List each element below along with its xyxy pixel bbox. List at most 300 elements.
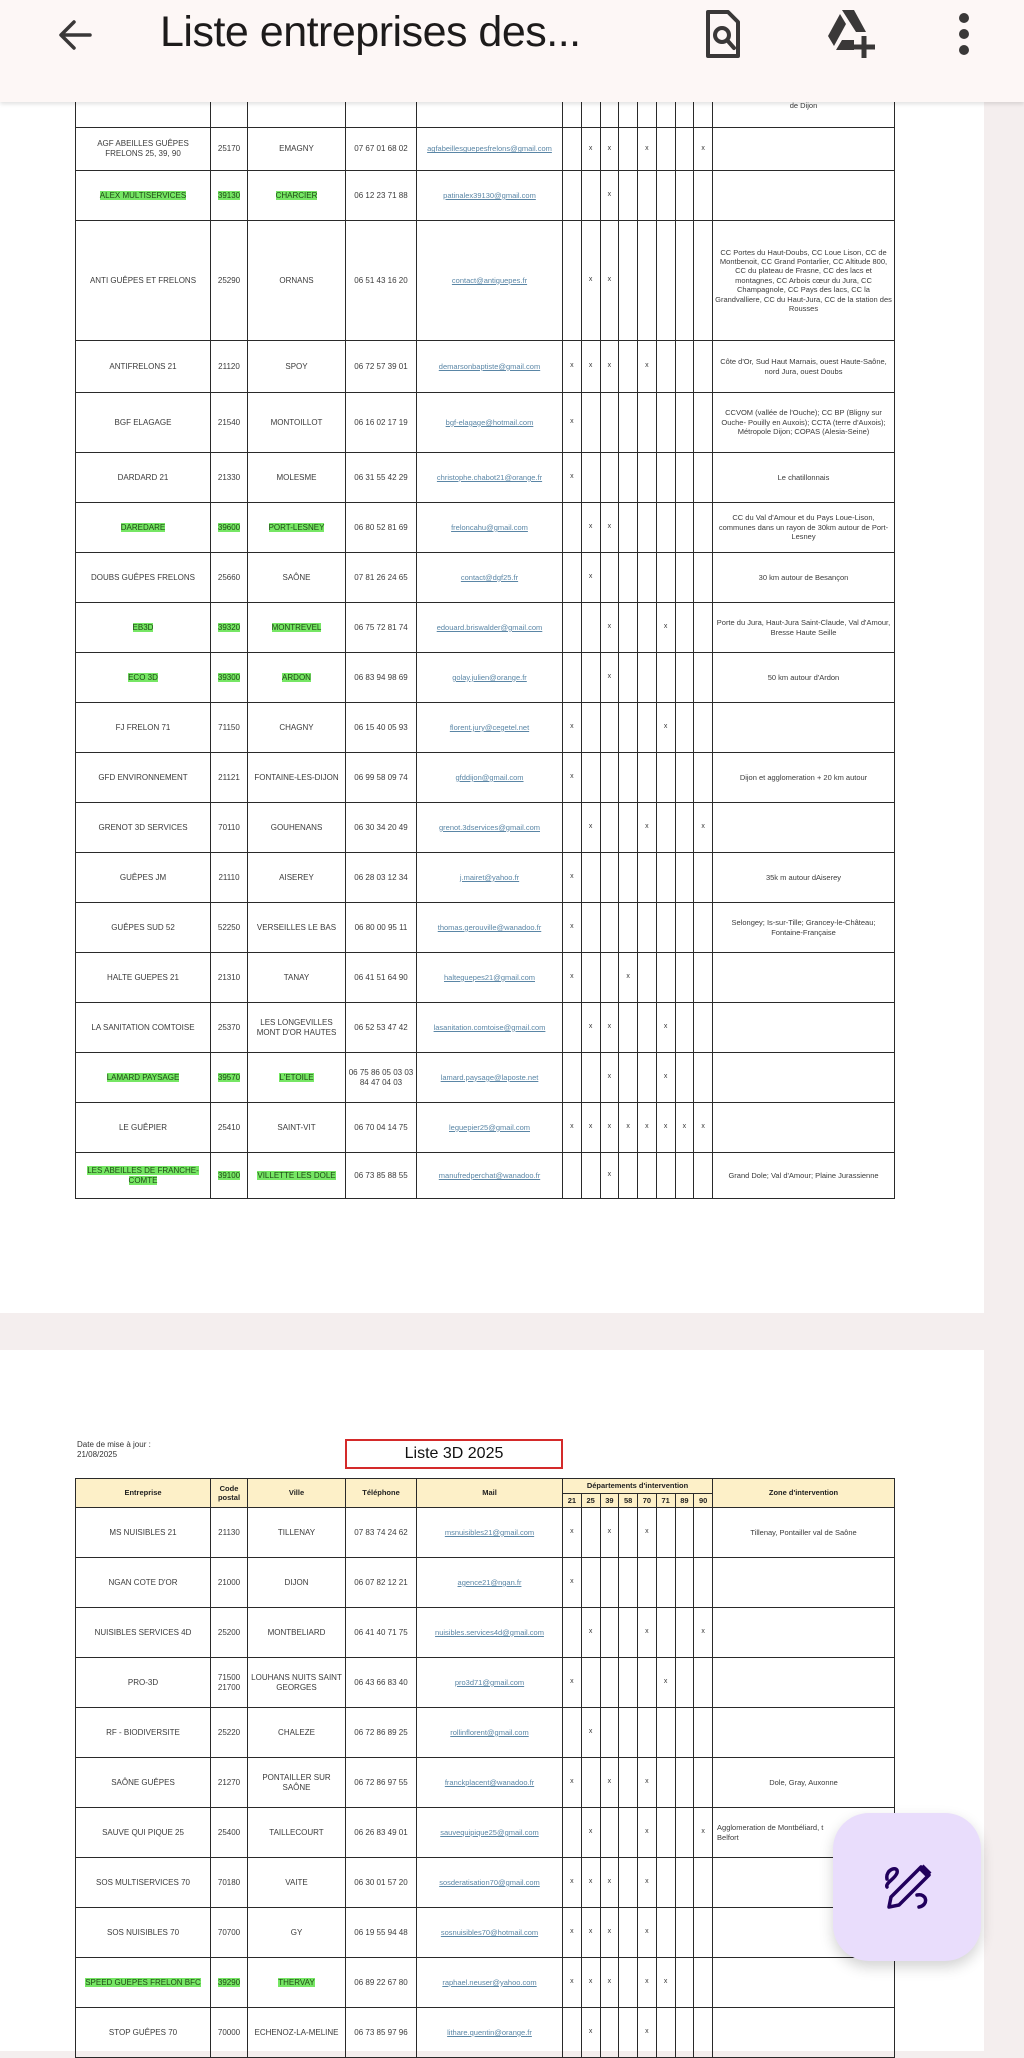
department-mark [656, 393, 675, 453]
table-row [76, 1103, 895, 1153]
table-row [76, 1053, 895, 1103]
department-mark [619, 903, 638, 953]
document-search-icon[interactable] [694, 6, 750, 62]
highlighted-text: 39100 [217, 1170, 241, 1180]
department-mark [600, 1608, 619, 1658]
company-name: GFD ENVIRONNEMENT [76, 753, 211, 803]
header-dept: 70 [638, 1494, 657, 1508]
city [248, 503, 346, 553]
department-mark [675, 1808, 694, 1858]
department-mark [694, 703, 713, 753]
postal-code: 21130 [211, 1508, 248, 1558]
phone: 06 26 83 49 01 [346, 1808, 417, 1858]
empty-cell [694, 101, 713, 128]
department-mark [675, 171, 694, 221]
table-row [76, 1558, 895, 1608]
department-mark [619, 393, 638, 453]
intervention-zone [713, 703, 895, 753]
city: CHAGNY [248, 703, 346, 753]
document-title: Liste entreprises des... [160, 8, 581, 56]
department-mark [638, 653, 657, 703]
department-mark [581, 1558, 600, 1608]
email-link[interactable]: manufredperchat@wanadoo.fr [417, 1153, 563, 1199]
department-mark [656, 453, 675, 503]
highlighted-text: 39320 [217, 622, 241, 632]
city: SAÔNE [248, 553, 346, 603]
phone: 07 81 26 24 65 [346, 553, 417, 603]
phone: 06 99 58 09 74 [346, 753, 417, 803]
email-link[interactable]: pro3d71@gmail.com [417, 1658, 563, 1708]
department-mark [675, 503, 694, 553]
department-mark [694, 503, 713, 553]
department-mark: x [600, 653, 619, 703]
intervention-zone [713, 1658, 895, 1708]
department-mark [619, 171, 638, 221]
department-mark [656, 128, 675, 171]
department-mark [600, 1558, 619, 1608]
phone: 06 41 40 71 75 [346, 1608, 417, 1658]
intervention-zone: Grand Dole; Val d'Amour; Plaine Jurassienne [713, 1153, 895, 1199]
department-mark [694, 603, 713, 653]
department-mark [656, 553, 675, 603]
department-mark [600, 703, 619, 753]
department-mark: x [675, 1103, 694, 1153]
highlighted-text: LES ABEILLES DE FRANCHE-COMTE [87, 1165, 199, 1185]
department-mark [694, 1858, 713, 1908]
city: SPOY [248, 341, 346, 393]
email-link[interactable]: rollinflorent@gmail.com [417, 1708, 563, 1758]
department-mark: x [581, 1808, 600, 1858]
department-mark: x [563, 1558, 582, 1608]
department-mark [563, 653, 582, 703]
phone: 06 19 55 94 48 [346, 1908, 417, 1958]
postal-code [211, 1053, 248, 1103]
department-mark [619, 1558, 638, 1608]
arrow-left-icon[interactable] [50, 10, 100, 60]
table-row [76, 603, 895, 653]
table-row [76, 171, 895, 221]
department-mark [563, 603, 582, 653]
intervention-zone: de Dijon [713, 101, 895, 128]
phone: 06 12 23 71 88 [346, 171, 417, 221]
email-link[interactable]: franckplacent@wanadoo.fr [417, 1758, 563, 1808]
email-link[interactable]: raphael.neuser@yahoo.com [417, 1958, 563, 2008]
department-mark: x [656, 1103, 675, 1153]
city [248, 1958, 346, 2008]
department-mark [638, 1708, 657, 1758]
phone: 06 70 04 14 75 [346, 1103, 417, 1153]
department-mark [563, 171, 582, 221]
empty-cell [417, 101, 563, 128]
department-mark [563, 503, 582, 553]
department-mark [600, 1708, 619, 1758]
department-mark: x [581, 341, 600, 393]
department-mark: x [656, 1053, 675, 1103]
email-link[interactable]: contact@dgf25.fr [417, 553, 563, 603]
department-mark [619, 653, 638, 703]
department-mark [656, 221, 675, 341]
company-name: MS NUISIBLES 21 [76, 1508, 211, 1558]
department-mark [675, 853, 694, 903]
postal-code [211, 503, 248, 553]
department-mark [581, 903, 600, 953]
department-mark: x [581, 221, 600, 341]
department-mark [675, 653, 694, 703]
add-to-drive-icon[interactable] [822, 6, 878, 62]
phone: 06 73 85 97 96 [346, 2008, 417, 2058]
department-mark [656, 903, 675, 953]
annotate-fab-button[interactable] [833, 1813, 981, 1961]
phone: 06 52 53 47 42 [346, 1003, 417, 1053]
phone: 06 80 00 95 11 [346, 903, 417, 953]
department-mark [656, 1153, 675, 1199]
header-dept: 58 [619, 1494, 638, 1508]
empty-cell [248, 101, 346, 128]
department-mark [675, 1758, 694, 1808]
department-mark: x [600, 1908, 619, 1958]
intervention-zone [713, 171, 895, 221]
email-link[interactable]: agfabeillesguepesfrelons@gmail.com [417, 128, 563, 171]
department-mark [694, 453, 713, 503]
email-link[interactable]: grenot.3dservices@gmail.com [417, 803, 563, 853]
highlighted-text: L'ETOILE [279, 1072, 314, 1082]
phone: 06 72 86 89 25 [346, 1708, 417, 1758]
phone: 06 51 43 16 20 [346, 221, 417, 341]
department-mark [656, 503, 675, 553]
phone: 06 75 72 81 74 [346, 603, 417, 653]
intervention-zone [713, 1708, 895, 1758]
department-mark [656, 1508, 675, 1558]
department-mark [619, 1958, 638, 2008]
department-mark [619, 553, 638, 603]
email-link[interactable]: lamard.paysage@laposte.net [417, 1053, 563, 1103]
table-row [76, 1003, 895, 1053]
department-mark: x [619, 1103, 638, 1153]
department-mark: x [600, 341, 619, 393]
city [248, 653, 346, 703]
department-mark [581, 753, 600, 803]
list-title: Liste 3D 2025 [345, 1439, 563, 1469]
department-mark: x [600, 1508, 619, 1558]
intervention-zone: 50 km autour d'Ardon [713, 653, 895, 703]
phone: 06 89 22 67 80 [346, 1958, 417, 2008]
highlighted-text: 39290 [217, 1977, 241, 1987]
department-mark [675, 1658, 694, 1708]
department-mark [638, 171, 657, 221]
department-mark: x [638, 1908, 657, 1958]
department-mark: x [563, 1103, 582, 1153]
update-date-value: 21/08/2025 [77, 1450, 118, 1460]
department-mark [581, 953, 600, 1003]
department-mark [656, 1708, 675, 1758]
postal-code: 21121 [211, 753, 248, 803]
department-mark: x [563, 1658, 582, 1708]
email-link[interactable]: agence21@ngan.fr [417, 1558, 563, 1608]
intervention-zone: Agglomeration de Montbéliard, t Belfort [713, 1808, 895, 1858]
department-mark [563, 2008, 582, 2058]
empty-cell [619, 101, 638, 128]
department-mark [619, 1153, 638, 1199]
department-mark [638, 903, 657, 953]
highlighted-text: ALEX MULTISERVICES [99, 190, 187, 200]
department-mark [619, 453, 638, 503]
postal-code: 21110 [211, 853, 248, 903]
table-row [76, 1858, 895, 1908]
department-mark [694, 171, 713, 221]
department-mark: x [581, 1708, 600, 1758]
postal-code [211, 1153, 248, 1199]
department-mark [694, 2008, 713, 2058]
department-mark: x [563, 341, 582, 393]
department-mark [600, 393, 619, 453]
email-link[interactable]: demarsonbaptiste@gmail.com [417, 341, 563, 393]
department-mark [694, 1153, 713, 1199]
department-mark: x [600, 128, 619, 171]
companies-table-page-2 [75, 1478, 895, 2058]
company-name: GUÊPES SUD 52 [76, 903, 211, 953]
email-link[interactable]: edouard.briswalder@gmail.com [417, 603, 563, 653]
email-link[interactable]: contact@antiguepes.fr [417, 221, 563, 341]
header-departements: Départements d'intervention [563, 1479, 713, 1494]
company-name: LA SANITATION COMTOISE [76, 1003, 211, 1053]
department-mark: x [581, 128, 600, 171]
department-mark: x [581, 1003, 600, 1053]
department-mark [619, 128, 638, 171]
intervention-zone [713, 1608, 895, 1658]
email-link[interactable]: lasanitation.comtoise@gmail.com [417, 1003, 563, 1053]
department-mark [581, 1758, 600, 1808]
department-mark [619, 1908, 638, 1958]
header-telephone: Téléphone [346, 1479, 417, 1508]
department-mark [619, 1808, 638, 1858]
table-row [76, 503, 895, 553]
department-mark [600, 1658, 619, 1708]
department-mark [581, 703, 600, 753]
header-dept: 25 [581, 1494, 600, 1508]
intervention-zone: Le chatillonnais [713, 453, 895, 503]
company-name: DOUBS GUÊPES FRELONS [76, 553, 211, 603]
department-mark [675, 2008, 694, 2058]
company-name: NGAN COTE D'OR [76, 1558, 211, 1608]
postal-code: 21000 [211, 1558, 248, 1608]
department-mark [581, 393, 600, 453]
email-link[interactable]: bgf-elagage@hotmail.com [417, 393, 563, 453]
department-mark: x [600, 1958, 619, 2008]
table-row [76, 393, 895, 453]
email-link[interactable]: freloncahu@gmail.com [417, 503, 563, 553]
postal-code: 21120 [211, 341, 248, 393]
phone: 06 30 01 57 20 [346, 1858, 417, 1908]
table-row [76, 2008, 895, 2058]
table-row [76, 753, 895, 803]
table-row [76, 1508, 895, 1558]
email-link[interactable]: christophe.chabot21@orange.fr [417, 453, 563, 503]
department-mark [675, 453, 694, 503]
company-name [76, 171, 211, 221]
department-mark: x [563, 953, 582, 1003]
department-mark: x [563, 1858, 582, 1908]
department-mark [563, 803, 582, 853]
department-mark [656, 753, 675, 803]
table-row-partial [76, 101, 895, 128]
email-link[interactable]: lithare.quentin@orange.fr [417, 2008, 563, 2058]
city: TANAY [248, 953, 346, 1003]
department-mark [675, 221, 694, 341]
department-mark: x [694, 128, 713, 171]
department-mark: x [600, 503, 619, 553]
more-vert-icon[interactable] [936, 6, 992, 62]
department-mark [656, 171, 675, 221]
department-mark [675, 753, 694, 803]
intervention-zone [713, 953, 895, 1003]
phone: 06 07 82 12 21 [346, 1558, 417, 1608]
department-mark [619, 1658, 638, 1708]
department-mark [619, 703, 638, 753]
highlighted-text: SPEED GUEPES FRELON BFC [85, 1977, 201, 1987]
department-mark [694, 1053, 713, 1103]
table-row [76, 903, 895, 953]
header-dept: 89 [675, 1494, 694, 1508]
department-mark [675, 1958, 694, 2008]
intervention-zone: CC du Val d'Amour et du Pays Loue-Lison, communes dans un rayon de 30km autour de Port-Lesney [713, 503, 895, 553]
highlighted-text: 39570 [217, 1072, 241, 1082]
postal-code: 70110 [211, 803, 248, 853]
department-mark [656, 341, 675, 393]
department-mark [619, 2008, 638, 2058]
intervention-zone [713, 128, 895, 171]
department-mark [619, 1508, 638, 1558]
department-mark [638, 953, 657, 1003]
phone: 06 72 57 39 01 [346, 341, 417, 393]
empty-cell [656, 101, 675, 128]
department-mark [656, 1608, 675, 1658]
city: CHALEZE [248, 1708, 346, 1758]
email-link[interactable]: msnuisibles21@gmail.com [417, 1508, 563, 1558]
intervention-zone [713, 1053, 895, 1103]
department-mark: x [600, 171, 619, 221]
phone: 06 41 51 64 90 [346, 953, 417, 1003]
postal-code: 21310 [211, 953, 248, 1003]
intervention-zone: 30 km autour de Besançon [713, 553, 895, 603]
intervention-zone: Dijon et agglomeration + 20 km autour [713, 753, 895, 803]
email-link[interactable]: j.mairet@yahoo.fr [417, 853, 563, 903]
department-mark: x [638, 1508, 657, 1558]
department-mark: x [600, 1153, 619, 1199]
company-name [76, 653, 211, 703]
intervention-zone [713, 2008, 895, 2058]
department-mark [694, 1908, 713, 1958]
postal-code: 25660 [211, 553, 248, 603]
department-mark [675, 903, 694, 953]
city [248, 1153, 346, 1199]
department-mark: x [638, 1608, 657, 1658]
table-row [76, 128, 895, 171]
city: FONTAINE-LES-DIJON [248, 753, 346, 803]
email-link[interactable]: florent.jury@cegetel.net [417, 703, 563, 753]
department-mark: x [581, 1608, 600, 1658]
city: VERSEILLES LE BAS [248, 903, 346, 953]
department-mark: x [581, 803, 600, 853]
department-mark [694, 653, 713, 703]
department-mark [675, 1053, 694, 1103]
city: MOLESME [248, 453, 346, 503]
email-link[interactable]: golay.julien@orange.fr [417, 653, 563, 703]
department-mark [563, 128, 582, 171]
email-link[interactable]: gfddijon@gmail.com [417, 753, 563, 803]
department-mark [563, 1708, 582, 1758]
department-mark [600, 1808, 619, 1858]
city: ECHENOZ-LA-MELINE [248, 2008, 346, 2058]
header-dept: 39 [600, 1494, 619, 1508]
company-name: GRENOT 3D SERVICES [76, 803, 211, 853]
department-mark: x [563, 393, 582, 453]
header-dept: 90 [694, 1494, 713, 1508]
highlighted-text: 39600 [217, 522, 241, 532]
highlighted-text: ECO 3D [128, 672, 158, 682]
department-mark [600, 753, 619, 803]
intervention-zone [713, 1958, 895, 2008]
table-row [76, 1608, 895, 1658]
department-mark [656, 1558, 675, 1608]
department-mark [638, 221, 657, 341]
postal-code: 25400 [211, 1808, 248, 1858]
postal-code: 70700 [211, 1908, 248, 1958]
company-name [76, 503, 211, 553]
city: PONTAILLER SUR SAÔNE [248, 1758, 346, 1808]
company-name: GUÊPES JM [76, 853, 211, 903]
email-link[interactable]: sosderatisation70@gmail.com [417, 1858, 563, 1908]
department-mark: x [638, 1103, 657, 1153]
company-name: RF - BIODIVERSITE [76, 1708, 211, 1758]
department-mark [563, 1608, 582, 1658]
email-link[interactable]: sosnuisibles70@hotmail.com [417, 1908, 563, 1958]
phone: 06 30 34 20 49 [346, 803, 417, 853]
department-mark: x [638, 1758, 657, 1808]
department-mark: x [638, 341, 657, 393]
email-link[interactable]: patinalex39130@gmail.com [417, 171, 563, 221]
postal-code: 70000 [211, 2008, 248, 2058]
postal-code [211, 171, 248, 221]
department-mark [675, 393, 694, 453]
company-name [76, 1958, 211, 2008]
postal-code: 21540 [211, 393, 248, 453]
intervention-zone: Porte du Jura, Haut-Jura Saint-Claude, Val d'Amour, Bresse Haute Seille [713, 603, 895, 653]
postal-code: 25200 [211, 1608, 248, 1658]
department-mark: x [563, 753, 582, 803]
email-link[interactable]: nuisibles.services4d@gmail.com [417, 1608, 563, 1658]
email-link[interactable]: halteguepes21@gmail.com [417, 953, 563, 1003]
highlighted-text: EB3D [132, 622, 154, 632]
email-link[interactable]: sauvequipique25@gmail.com [417, 1808, 563, 1858]
department-mark [694, 753, 713, 803]
department-mark [619, 221, 638, 341]
department-mark: x [600, 1758, 619, 1808]
email-link[interactable]: thomas.gerouville@wanadoo.fr [417, 903, 563, 953]
postal-code: 25370 [211, 1003, 248, 1053]
header-dept: 71 [656, 1494, 675, 1508]
company-name: HALTE GUEPES 21 [76, 953, 211, 1003]
update-date-label: Date de mise à jour : [77, 1440, 151, 1449]
city: VAITE [248, 1858, 346, 1908]
department-mark: x [581, 1958, 600, 2008]
department-mark: x [638, 128, 657, 171]
email-link[interactable]: leguepier25@gmail.com [417, 1103, 563, 1153]
table-row [76, 703, 895, 753]
department-mark [581, 1508, 600, 1558]
department-mark [694, 1708, 713, 1758]
department-mark [563, 221, 582, 341]
department-mark [619, 603, 638, 653]
